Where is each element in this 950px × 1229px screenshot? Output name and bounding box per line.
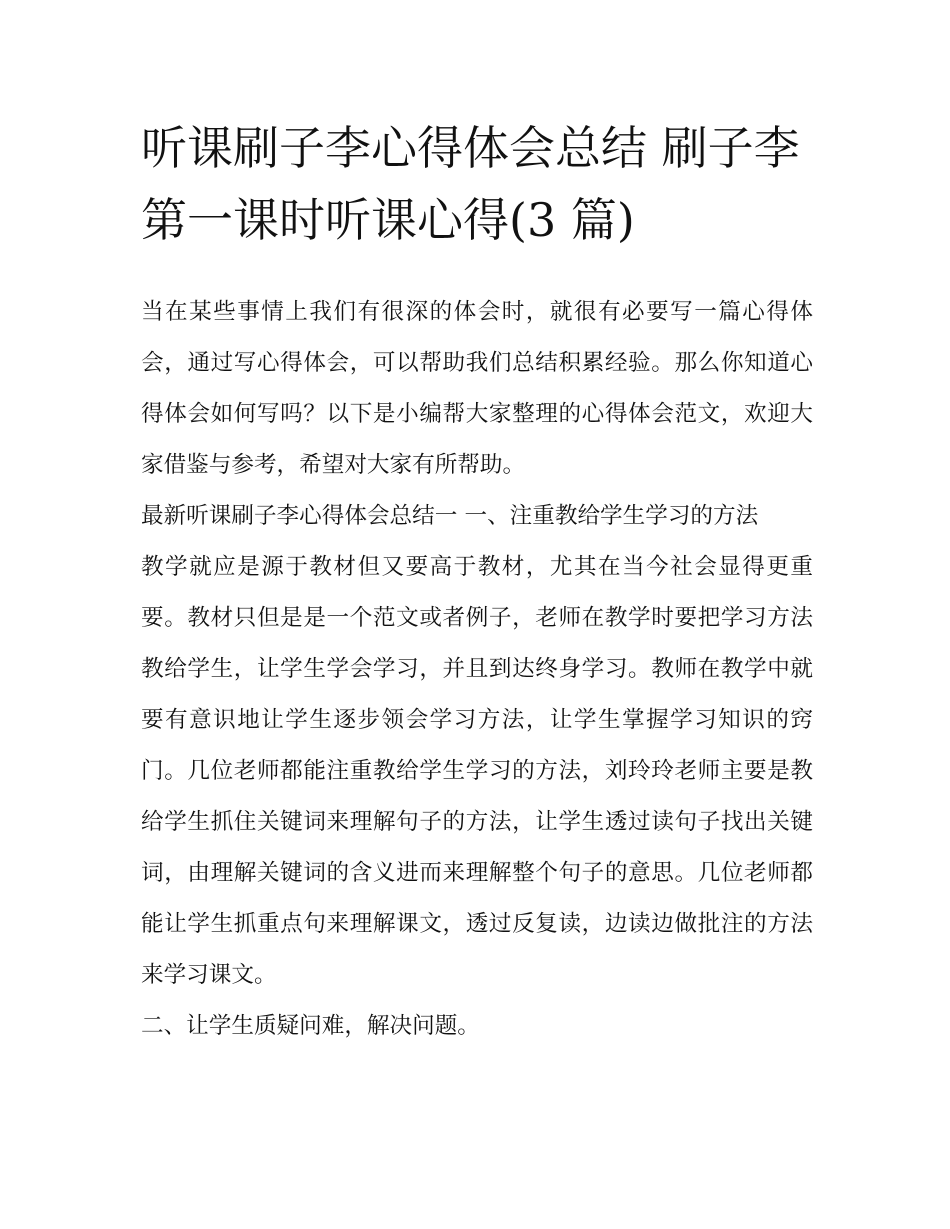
section-heading-1: 最新听课刷子李心得体会总结一 一、注重教给学生学习的方法 <box>141 503 759 529</box>
intro-paragraph: 当在某些事情上我们有很深的体会时，就很有必要写一篇心得体会，通过写心得体会，可以帮助我们总结积累经验。那么你知道心得体会如何写吗？以下是小编帮大家整理的心得体会范文，欢迎大家借鉴与参考，希望对大家有所帮助。 <box>141 299 813 478</box>
document-title: 听课刷子李心得体会总结 刷子李第一课时听课心得(3 篇) <box>141 121 800 247</box>
body-paragraph: 教学就应是源于教材但又要高于教材，尤其在当今社会显得更重要。教材只但是是一个范文或者例子，老师在教学时要把学习方法教给学生，让学生学会学习，并且到达终身学习。教师在教学中就要有意识地让学生逐步领会学习方法，让学生掌握学习知识的窍门。几位老师都能注重教给学生学习的方法，刘玲玲老师主要是教给学生抓住关键词来理解句子的方法，让学生透过读句子找出关键词，由理解关键词的含义进而来理解整个句子的意思。几位老师都能让学生抓重点句来理解课文，透过反复读，边读边做批注的方法来学习课文。 <box>141 554 813 988</box>
section-heading-2: 二、让学生质疑问难，解决问题。 <box>141 1013 480 1039</box>
document-body <box>141 112 813 1052</box>
